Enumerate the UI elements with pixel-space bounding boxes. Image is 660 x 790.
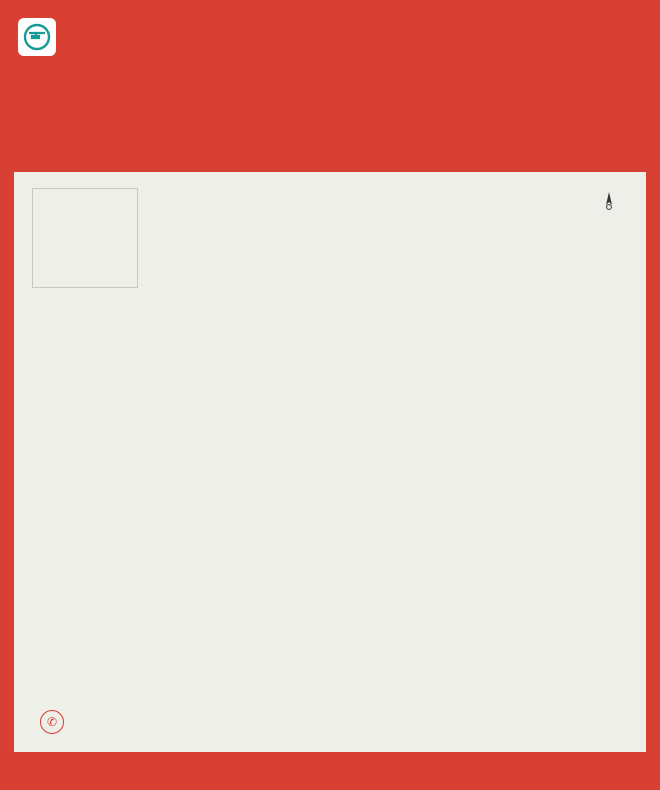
service-hotline [40, 710, 86, 734]
brand-logo [18, 18, 63, 56]
shenyang-metro-logo-icon [18, 18, 56, 56]
legend-title [33, 189, 137, 193]
north-arrow-icon [602, 192, 616, 215]
phone-icon: ✆ [40, 710, 64, 734]
compass [602, 188, 616, 215]
metro-map-panel[interactable] [14, 172, 646, 752]
legend [32, 188, 138, 288]
